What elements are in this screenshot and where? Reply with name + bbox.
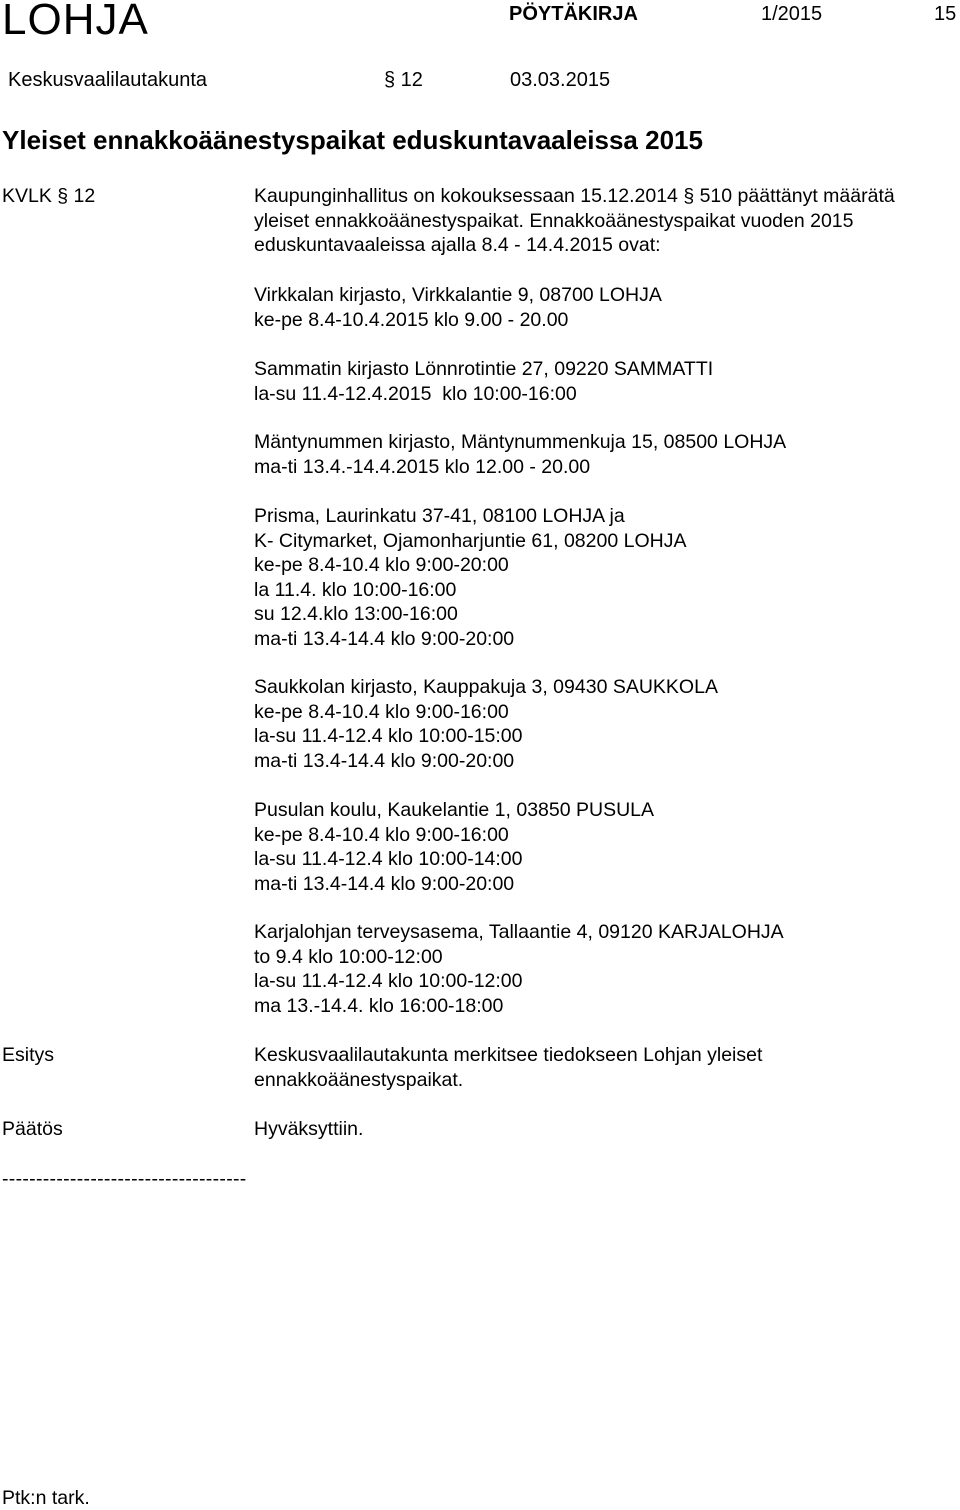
proposal-text xyxy=(254,1043,944,1092)
location-prisma-citymarket xyxy=(254,504,944,652)
case-label: KVLK § 12 xyxy=(2,185,96,207)
location-hours: ma-ti 13.4-14.4 klo 9:00-20:00 xyxy=(254,749,515,772)
location-hours: la-su 11.4-12.4 klo 10:00-12:00 xyxy=(254,970,523,993)
location-hours: ke-pe 8.4-10.4 klo 9:00-20:00 xyxy=(254,554,509,577)
proposal-label: Esitys xyxy=(2,1044,55,1066)
intro-line: yleiset ennakkoäänestyspaikat. Ennakkoäänestyspaikat vuoden 2015 xyxy=(254,209,854,232)
document-type: PÖYTÄKIRJA xyxy=(509,3,638,25)
location-address: Virkkalan kirjasto, Virkkalantie 9, 08700 LOHJA xyxy=(254,284,662,306)
location-hours: ma-ti 13.4-14.4 klo 9:00-20:00 xyxy=(254,872,515,895)
location-hours: to 9.4 klo 10:00-12:00 xyxy=(254,945,443,968)
location-address: Saukkolan kirjasto, Kauppakuja 3, 09430 SAUKKOLA xyxy=(254,676,718,698)
location-hours: su 12.4.klo 13:00-16:00 xyxy=(254,603,458,626)
location-hours: ke-pe 8.4-10.4 klo 9:00-16:00 xyxy=(254,823,509,846)
separator-line: ------------------------------------ xyxy=(2,1168,247,1190)
location-pusula xyxy=(254,798,944,896)
decision-value: Hyväksyttiin. xyxy=(254,1118,364,1140)
location-hours: ma 13.-14.4. klo 16:00-18:00 xyxy=(254,994,504,1017)
intro-line: Kaupunginhallitus on kokouksessaan 15.12.2014 § 510 päättänyt määrätä xyxy=(254,185,895,207)
location-saukkola xyxy=(254,675,944,773)
location-virkkala xyxy=(254,283,944,332)
location-address: Sammatin kirjasto Lönnrotintie 27, 09220 SAMMATTI xyxy=(254,358,714,380)
location-address: K- Citymarket, Ojamonharjuntie 61, 08200 LOHJA xyxy=(254,529,687,552)
location-hours: ke-pe 8.4-10.4.2015 klo 9.00 - 20.00 xyxy=(254,308,569,331)
location-address: Mäntynummen kirjasto, Mäntynummenkuja 15, 08500 LOHJA xyxy=(254,431,787,453)
location-hours: la-su 11.4-12.4 klo 10:00-14:00 xyxy=(254,848,523,871)
body-name: Keskusvaalilautakunta xyxy=(8,69,208,91)
page-title: Yleiset ennakkoäänestyspaikat eduskuntavaaleissa 2015 xyxy=(2,125,703,155)
section-number: § 12 xyxy=(384,69,423,91)
location-hours: la-su 11.4-12.4 klo 10:00-15:00 xyxy=(254,725,523,748)
intro-line: eduskuntavaaleissa ajalla 8.4 - 14.4.2015 ovat: xyxy=(254,234,661,257)
location-address: Pusulan koulu, Kaukelantie 1, 03850 PUSULA xyxy=(254,799,655,821)
case-intro xyxy=(254,184,944,258)
location-mantynummi xyxy=(254,430,944,479)
meeting-date: 03.03.2015 xyxy=(510,69,611,91)
decision-label: Päätös xyxy=(2,1118,63,1140)
proposal-line: ennakkoäänestyspaikat. xyxy=(254,1068,464,1091)
location-address: Karjalohjan terveysasema, Tallaantie 4, 09120 KARJALOHJA xyxy=(254,921,784,943)
location-address: Prisma, Laurinkatu 37-41, 08100 LOHJA ja xyxy=(254,505,625,527)
decision-text xyxy=(254,1117,944,1142)
location-karjalohja xyxy=(254,920,944,1018)
proposal-line: Keskusvaalilautakunta merkitsee tiedokseen Lohjan yleiset xyxy=(254,1044,763,1066)
location-hours: ma-ti 13.4-14.4 klo 9:00-20:00 xyxy=(254,627,515,650)
document-number: 1/2015 xyxy=(761,3,823,25)
location-hours: la 11.4. klo 10:00-16:00 xyxy=(254,578,457,601)
location-hours: la-su 11.4-12.4.2015 klo 10:00-16:00 xyxy=(254,382,577,405)
location-hours: ma-ti 13.4.-14.4.2015 klo 12.00 - 20.00 xyxy=(254,455,591,478)
page-number: 15 xyxy=(934,3,957,25)
location-hours: ke-pe 8.4-10.4 klo 9:00-16:00 xyxy=(254,700,509,723)
city-logo: LOHJA xyxy=(2,0,149,44)
location-sammatti xyxy=(254,357,944,406)
footer-checker: Ptk:n tark. xyxy=(2,1487,90,1509)
